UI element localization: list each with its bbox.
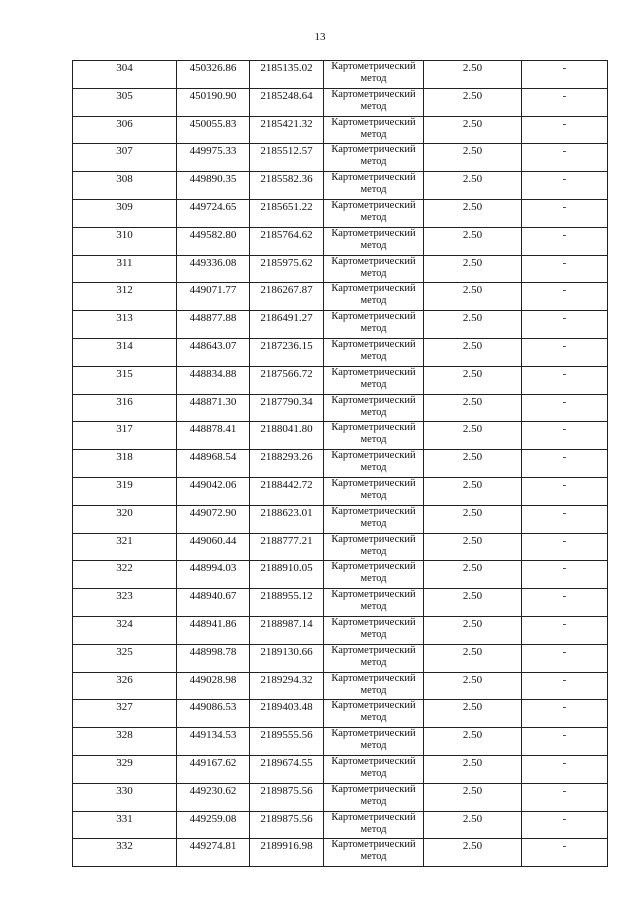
x-coordinate-cell: 449042.06 — [177, 477, 250, 505]
x-coordinate-cell: 450190.90 — [177, 88, 250, 116]
note-cell: - — [522, 199, 608, 227]
method-cell: Картометрический метод — [324, 338, 424, 366]
table-row — [73, 672, 608, 700]
y-coordinate-cell: 2189875.56 — [250, 811, 324, 839]
note-cell: - — [522, 144, 608, 172]
x-coordinate-cell: 448994.03 — [177, 561, 250, 589]
method-cell: Картометрический метод — [324, 311, 424, 339]
note-cell: - — [522, 422, 608, 450]
table-row — [73, 783, 608, 811]
method-cell: Картометрический метод — [324, 88, 424, 116]
point-number-cell: 310 — [73, 227, 177, 255]
table-row — [73, 116, 608, 144]
accuracy-cell: 2.50 — [424, 422, 522, 450]
coordinates-table — [72, 60, 608, 867]
y-coordinate-cell: 2185512.57 — [250, 144, 324, 172]
table-row — [73, 227, 608, 255]
accuracy-cell: 2.50 — [424, 700, 522, 728]
method-cell: Картометрический метод — [324, 199, 424, 227]
note-cell: - — [522, 755, 608, 783]
accuracy-cell: 2.50 — [424, 755, 522, 783]
table-row — [73, 338, 608, 366]
table-row — [73, 561, 608, 589]
method-cell: Картометрический метод — [324, 644, 424, 672]
table-row — [73, 589, 608, 617]
table-row — [73, 450, 608, 478]
point-number-cell: 316 — [73, 394, 177, 422]
x-coordinate-cell: 449274.81 — [177, 839, 250, 867]
x-coordinate-cell: 449071.77 — [177, 283, 250, 311]
y-coordinate-cell: 2188293.26 — [250, 450, 324, 478]
accuracy-cell: 2.50 — [424, 450, 522, 478]
accuracy-cell: 2.50 — [424, 533, 522, 561]
point-number-cell: 321 — [73, 533, 177, 561]
point-number-cell: 320 — [73, 505, 177, 533]
note-cell: - — [522, 366, 608, 394]
table-row — [73, 505, 608, 533]
point-number-cell: 325 — [73, 644, 177, 672]
x-coordinate-cell: 449230.62 — [177, 783, 250, 811]
point-number-cell: 329 — [73, 755, 177, 783]
y-coordinate-cell: 2188955.12 — [250, 589, 324, 617]
y-coordinate-cell: 2185248.64 — [250, 88, 324, 116]
table-row — [73, 700, 608, 728]
point-number-cell: 305 — [73, 88, 177, 116]
y-coordinate-cell: 2189294.32 — [250, 672, 324, 700]
point-number-cell: 326 — [73, 672, 177, 700]
note-cell: - — [522, 311, 608, 339]
method-cell: Картометрический метод — [324, 422, 424, 450]
accuracy-cell: 2.50 — [424, 144, 522, 172]
note-cell: - — [522, 700, 608, 728]
method-cell: Картометрический метод — [324, 172, 424, 200]
y-coordinate-cell: 2189674.55 — [250, 755, 324, 783]
point-number-cell: 319 — [73, 477, 177, 505]
x-coordinate-cell: 449060.44 — [177, 533, 250, 561]
y-coordinate-cell: 2188442.72 — [250, 477, 324, 505]
y-coordinate-cell: 2187566.72 — [250, 366, 324, 394]
method-cell: Картометрический метод — [324, 755, 424, 783]
note-cell: - — [522, 477, 608, 505]
y-coordinate-cell: 2188910.05 — [250, 561, 324, 589]
x-coordinate-cell: 449086.53 — [177, 700, 250, 728]
accuracy-cell: 2.50 — [424, 839, 522, 867]
table-row — [73, 755, 608, 783]
accuracy-cell: 2.50 — [424, 783, 522, 811]
y-coordinate-cell: 2189555.56 — [250, 728, 324, 756]
note-cell: - — [522, 338, 608, 366]
note-cell: - — [522, 450, 608, 478]
y-coordinate-cell: 2188623.01 — [250, 505, 324, 533]
x-coordinate-cell: 449167.62 — [177, 755, 250, 783]
table-row — [73, 422, 608, 450]
x-coordinate-cell: 448877.88 — [177, 311, 250, 339]
note-cell: - — [522, 116, 608, 144]
note-cell: - — [522, 61, 608, 89]
method-cell: Картометрический метод — [324, 283, 424, 311]
method-cell: Картометрический метод — [324, 616, 424, 644]
y-coordinate-cell: 2185135.02 — [250, 61, 324, 89]
point-number-cell: 314 — [73, 338, 177, 366]
y-coordinate-cell: 2189403.48 — [250, 700, 324, 728]
accuracy-cell: 2.50 — [424, 394, 522, 422]
x-coordinate-cell: 448998.78 — [177, 644, 250, 672]
x-coordinate-cell: 449134.53 — [177, 728, 250, 756]
x-coordinate-cell: 449724.65 — [177, 199, 250, 227]
method-cell: Картометрический метод — [324, 61, 424, 89]
point-number-cell: 322 — [73, 561, 177, 589]
method-cell: Картометрический метод — [324, 533, 424, 561]
table-row — [73, 144, 608, 172]
point-number-cell: 327 — [73, 700, 177, 728]
y-coordinate-cell: 2185764.62 — [250, 227, 324, 255]
accuracy-cell: 2.50 — [424, 61, 522, 89]
accuracy-cell: 2.50 — [424, 561, 522, 589]
accuracy-cell: 2.50 — [424, 227, 522, 255]
y-coordinate-cell: 2188987.14 — [250, 616, 324, 644]
method-cell: Картометрический метод — [324, 728, 424, 756]
accuracy-cell: 2.50 — [424, 505, 522, 533]
method-cell: Картометрический метод — [324, 505, 424, 533]
x-coordinate-cell: 450326.86 — [177, 61, 250, 89]
point-number-cell: 331 — [73, 811, 177, 839]
accuracy-cell: 2.50 — [424, 616, 522, 644]
accuracy-cell: 2.50 — [424, 811, 522, 839]
method-cell: Картометрический метод — [324, 589, 424, 617]
method-cell: Картометрический метод — [324, 477, 424, 505]
method-cell: Картометрический метод — [324, 783, 424, 811]
note-cell: - — [522, 394, 608, 422]
accuracy-cell: 2.50 — [424, 283, 522, 311]
y-coordinate-cell: 2186267.87 — [250, 283, 324, 311]
note-cell: - — [522, 644, 608, 672]
y-coordinate-cell: 2189130.66 — [250, 644, 324, 672]
point-number-cell: 318 — [73, 450, 177, 478]
accuracy-cell: 2.50 — [424, 172, 522, 200]
table-row — [73, 61, 608, 89]
x-coordinate-cell: 449259.08 — [177, 811, 250, 839]
x-coordinate-cell: 448643.07 — [177, 338, 250, 366]
table-row — [73, 172, 608, 200]
table-row — [73, 533, 608, 561]
point-number-cell: 323 — [73, 589, 177, 617]
y-coordinate-cell: 2188777.21 — [250, 533, 324, 561]
table-row — [73, 283, 608, 311]
table-row — [73, 255, 608, 283]
note-cell: - — [522, 672, 608, 700]
method-cell: Картометрический метод — [324, 116, 424, 144]
accuracy-cell: 2.50 — [424, 366, 522, 394]
accuracy-cell: 2.50 — [424, 116, 522, 144]
point-number-cell: 311 — [73, 255, 177, 283]
y-coordinate-cell: 2189875.56 — [250, 783, 324, 811]
x-coordinate-cell: 448968.54 — [177, 450, 250, 478]
y-coordinate-cell: 2188041.80 — [250, 422, 324, 450]
method-cell: Картометрический метод — [324, 700, 424, 728]
point-number-cell: 307 — [73, 144, 177, 172]
table-row — [73, 644, 608, 672]
page-number: 13 — [314, 31, 326, 43]
coordinates-table-body — [73, 61, 608, 867]
x-coordinate-cell: 449336.08 — [177, 255, 250, 283]
point-number-cell: 330 — [73, 783, 177, 811]
accuracy-cell: 2.50 — [424, 311, 522, 339]
table-row — [73, 477, 608, 505]
x-coordinate-cell: 449975.33 — [177, 144, 250, 172]
note-cell: - — [522, 839, 608, 867]
point-number-cell: 309 — [73, 199, 177, 227]
accuracy-cell: 2.50 — [424, 88, 522, 116]
point-number-cell: 315 — [73, 366, 177, 394]
x-coordinate-cell: 449582.80 — [177, 227, 250, 255]
note-cell: - — [522, 533, 608, 561]
table-row — [73, 394, 608, 422]
note-cell: - — [522, 88, 608, 116]
table-row — [73, 199, 608, 227]
x-coordinate-cell: 448878.41 — [177, 422, 250, 450]
point-number-cell: 324 — [73, 616, 177, 644]
table-row — [73, 811, 608, 839]
x-coordinate-cell: 450055.83 — [177, 116, 250, 144]
note-cell: - — [522, 227, 608, 255]
x-coordinate-cell: 448940.67 — [177, 589, 250, 617]
point-number-cell: 306 — [73, 116, 177, 144]
note-cell: - — [522, 561, 608, 589]
note-cell: - — [522, 811, 608, 839]
table-row — [73, 366, 608, 394]
method-cell: Картометрический метод — [324, 366, 424, 394]
method-cell: Картометрический метод — [324, 144, 424, 172]
y-coordinate-cell: 2185582.36 — [250, 172, 324, 200]
x-coordinate-cell: 448941.86 — [177, 616, 250, 644]
y-coordinate-cell: 2185421.32 — [250, 116, 324, 144]
method-cell: Картометрический метод — [324, 839, 424, 867]
accuracy-cell: 2.50 — [424, 672, 522, 700]
note-cell: - — [522, 172, 608, 200]
method-cell: Картометрический метод — [324, 450, 424, 478]
x-coordinate-cell: 449028.98 — [177, 672, 250, 700]
method-cell: Картометрический метод — [324, 394, 424, 422]
note-cell: - — [522, 505, 608, 533]
accuracy-cell: 2.50 — [424, 255, 522, 283]
point-number-cell: 317 — [73, 422, 177, 450]
point-number-cell: 308 — [73, 172, 177, 200]
y-coordinate-cell: 2185975.62 — [250, 255, 324, 283]
accuracy-cell: 2.50 — [424, 644, 522, 672]
point-number-cell: 312 — [73, 283, 177, 311]
y-coordinate-cell: 2186491.27 — [250, 311, 324, 339]
accuracy-cell: 2.50 — [424, 477, 522, 505]
method-cell: Картометрический метод — [324, 561, 424, 589]
point-number-cell: 328 — [73, 728, 177, 756]
x-coordinate-cell: 449890.35 — [177, 172, 250, 200]
accuracy-cell: 2.50 — [424, 199, 522, 227]
table-row — [73, 616, 608, 644]
point-number-cell: 304 — [73, 61, 177, 89]
y-coordinate-cell: 2187790.34 — [250, 394, 324, 422]
table-row — [73, 88, 608, 116]
method-cell: Картометрический метод — [324, 255, 424, 283]
y-coordinate-cell: 2187236.15 — [250, 338, 324, 366]
point-number-cell: 313 — [73, 311, 177, 339]
y-coordinate-cell: 2189916.98 — [250, 839, 324, 867]
accuracy-cell: 2.50 — [424, 338, 522, 366]
note-cell: - — [522, 283, 608, 311]
note-cell: - — [522, 783, 608, 811]
y-coordinate-cell: 2185651.22 — [250, 199, 324, 227]
method-cell: Картометрический метод — [324, 672, 424, 700]
x-coordinate-cell: 448871.30 — [177, 394, 250, 422]
method-cell: Картометрический метод — [324, 811, 424, 839]
accuracy-cell: 2.50 — [424, 728, 522, 756]
point-number-cell: 332 — [73, 839, 177, 867]
table-row — [73, 728, 608, 756]
x-coordinate-cell: 449072.90 — [177, 505, 250, 533]
note-cell: - — [522, 589, 608, 617]
accuracy-cell: 2.50 — [424, 589, 522, 617]
note-cell: - — [522, 616, 608, 644]
x-coordinate-cell: 448834.88 — [177, 366, 250, 394]
note-cell: - — [522, 728, 608, 756]
table-row — [73, 311, 608, 339]
table-row — [73, 839, 608, 867]
note-cell: - — [522, 255, 608, 283]
method-cell: Картометрический метод — [324, 227, 424, 255]
